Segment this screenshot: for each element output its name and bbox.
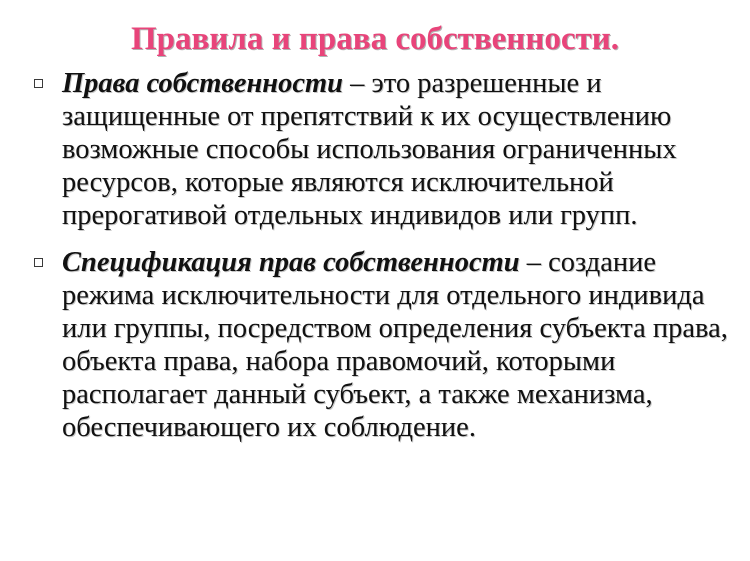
bullet-text bbox=[62, 67, 732, 232]
bullet-lead: Спецификация прав собственности bbox=[62, 246, 520, 278]
square-bullet-icon bbox=[34, 79, 43, 88]
list-item bbox=[18, 246, 732, 444]
square-bullet-icon bbox=[34, 258, 43, 267]
bullet-list bbox=[18, 67, 732, 445]
bullet-text bbox=[62, 246, 732, 444]
bullet-lead: Права собственности bbox=[62, 67, 344, 99]
bullet-body: создание режима исключительности для отдельного индивида или группы, посредством определения субъекта права, объекта права, набора правомочий, которыми располагает данный субъект, а также механизма, обеспечивающего их соблюдение. bbox=[62, 246, 728, 444]
bullet-separator: – bbox=[519, 246, 549, 278]
list-item bbox=[18, 67, 732, 232]
bullet-body: это разрешенные и защищенные от препятствий к их осуществлению возможные способы использования ограниченных ресурсов, которые являются исключительной прерогативой отдельных индивидов или групп. bbox=[62, 67, 677, 231]
page-title: Правила и права собственности. bbox=[131, 21, 619, 57]
bullet-separator: – bbox=[343, 67, 372, 99]
